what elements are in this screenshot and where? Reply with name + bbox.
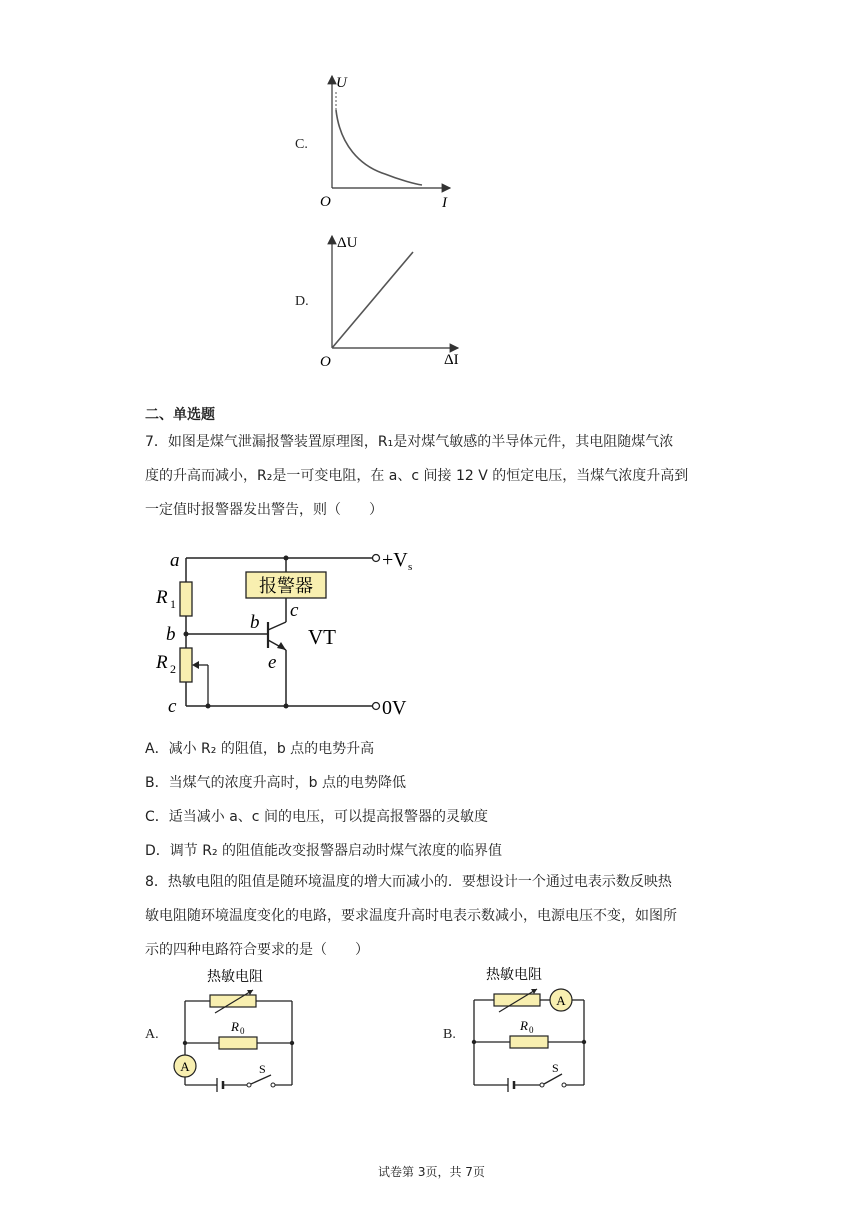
graph-c-x-label: I: [442, 195, 447, 211]
q7-choice-d: D．调节 R₂ 的阻值能改变报警器启动时煤气浓度的临界值: [145, 843, 503, 859]
switch-label-b: S: [552, 1061, 559, 1075]
graph-d-y-label: ΔU: [337, 235, 358, 251]
q8-option-b-label: B.: [443, 1027, 456, 1042]
r0-resistor-b: [510, 1036, 548, 1048]
node-b-label: b: [166, 624, 176, 645]
section-title: 二、单选题: [145, 407, 215, 423]
ground-label: 0V: [382, 697, 407, 719]
r0-resistor-a: [219, 1037, 257, 1049]
q8-line-1: 8．热敏电阻的阻值是随环境温度的增大而减小的．要想设计一个通过电表示数反映热: [145, 874, 672, 890]
collector-label: c: [290, 600, 299, 621]
r0-sub-b: 0: [529, 1025, 534, 1035]
thermistor-circuit-a: [165, 965, 305, 1095]
thermistor-circuit-b: [462, 962, 602, 1092]
r2-resistor: [180, 648, 192, 682]
ground-terminal: [373, 703, 380, 710]
ammeter-label-b: A: [556, 993, 566, 1008]
r2-label: R: [156, 652, 168, 673]
r1-sub: 1: [170, 597, 176, 611]
q7-choice-c: C．适当减小 a、c 间的电压，可以提高报警器的灵敏度: [145, 809, 488, 825]
graph-c-curve: [336, 110, 422, 185]
graph-d-x-label: ΔI: [444, 352, 459, 368]
option-c-label: C.: [295, 137, 308, 152]
graph-d: [310, 230, 470, 375]
thermistor-a: [210, 995, 256, 1007]
r0-label-b: R: [520, 1018, 528, 1033]
q8-line-3: 示的四种电路符合要求的是（ ）: [145, 942, 369, 958]
alarm-circuit: [150, 540, 440, 720]
q7-choice-b: B．当煤气的浓度升高时，b 点的电势降低: [145, 775, 406, 791]
q8-option-a-label: A.: [145, 1027, 159, 1042]
thermistor-b: [494, 994, 540, 1006]
graph-d-origin: O: [320, 354, 331, 370]
page-footer: 试卷第 3页，共 7页: [378, 1165, 485, 1179]
r0-sub-a: 0: [240, 1026, 245, 1036]
q7-line-2: 度的升高而减小，R₂是一可变电阻，在 a、c 间接 12 V 的恒定电压，当煤气浓度升高到: [145, 468, 689, 484]
emitter-label: e: [268, 652, 277, 673]
q7-choice-a: A．减小 R₂ 的阻值，b 点的电势升高: [145, 741, 375, 757]
graph-c-y-label: U: [336, 75, 347, 91]
graph-d-line: [332, 252, 413, 348]
r1-label: R: [156, 587, 168, 608]
vs-sub: s: [408, 561, 413, 573]
graph-c-origin: O: [320, 194, 331, 210]
base-label: b: [250, 612, 260, 633]
thermistor-label-a: 热敏电阻: [207, 969, 263, 985]
r2-sub: 2: [170, 662, 176, 676]
option-d-label: D.: [295, 294, 309, 309]
q7-line-3: 一定值时报警器发出警告，则（ ）: [145, 502, 383, 518]
ammeter-label-a: A: [180, 1059, 190, 1074]
graph-c: [310, 70, 460, 215]
thermistor-label-b: 热敏电阻: [486, 967, 542, 983]
r0-label-a: R: [231, 1019, 239, 1034]
switch-label-a: S: [259, 1062, 266, 1076]
transistor-label: VT: [308, 625, 336, 649]
q8-line-2: 敏电阻随环境温度变化的电路，要求温度升高时电表示数减小，电源电压不变，如图所: [145, 908, 677, 924]
vs-terminal: [373, 555, 380, 562]
r1-resistor: [180, 582, 192, 616]
node-c-label: c: [168, 696, 177, 717]
vs-label: +V: [382, 549, 408, 571]
q7-line-1: 7．如图是煤气泄漏报警装置原理图，R₁是对煤气敏感的半导体元件，其电阻随煤气浓: [145, 434, 674, 450]
node-a-label: a: [170, 550, 180, 571]
alarm-label: 报警器: [259, 576, 313, 597]
